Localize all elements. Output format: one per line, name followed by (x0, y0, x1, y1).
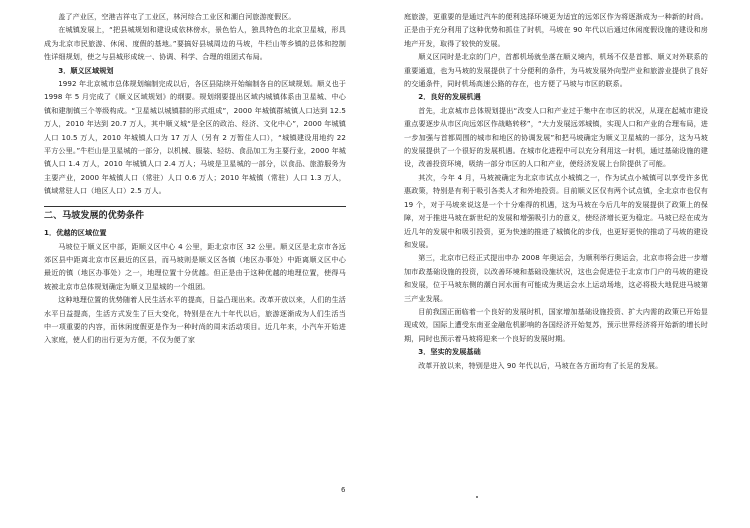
section-heading: 3．坚实的发展基础 (418, 347, 481, 357)
paragraph: 第三，北京市已经正式提出申办 2008 年奥运会，为顺利举行奥运会，北京市将会进一步增加市政基础设施的投资，以改善环境和基础设施状况，这也会促进位于北京市门户的马坡的建设和发展，位于马坡东侧的潮白河水面有可能成为奥运会水上运动场地，这必将极大地促进马坡第三产业发展。 (404, 253, 708, 303)
scan-speck (476, 496, 478, 498)
paragraph: 首先，北京城市总体规划提出“改变人口和产业过于集中在市区的状况，从现在起城市建设重点要逐步从市区向远郊区作战略转移”，“大力发展远郊城镇，实现人口和产业的合理布局，进一步加强与首都周围的城市和地区的协调发展”和把马坡确定为顺义卫星城的一部分，这为马坡的发展提供了一个很好的发展机遇。在城市化进程中可以充分利用这一时机，通过基础设施的建设，改善投资环境，吸纳一部分市区的人口和产业，使经济发展上台阶提供了可能。 (404, 105, 708, 169)
section-heading: 3．顺义区域规划 (58, 65, 114, 75)
chapter-heading: 二、马坡发展的优势条件 (44, 206, 346, 223)
section-heading: 2．良好的发展机遇 (418, 92, 481, 102)
paragraph: 这种地理位置的优势随着人民生活水平的提高，日益凸现出来。改革开放以来，人们的生活水平日益提高，生活方式发生了巨大变化，特别是在九十年代以后，旅游逐渐成为人们生活当中一项重要的内容，而休闲度假更是作为一种时尚的周末活动项目。近几年来，小汽车开始进入家庭，使人们的出行更为方便，不仅为便了家 (44, 295, 346, 345)
paragraph: 1992 年北京城市总体规划编制完成以后，各区县陆续开始编制各自的区域规划。顺义也于 1998 年 5 月完成了《顺义区域规划》的纲要。规划纲要提出区域内城镇体系由卫星城、中心镇和建制镇三个等级构成。“卫星城以城镇群的形式组成”，2000 年城镇群城镇人口达到 12.5 万人，2010 年达到 20.7 万人，其中顺义城“是全区的政治、经济、文化中心”，2000 年城镇人口 10.5 万人，2010 年城镇人口为 17 万人（另有 2 万暂住人口），“城镇建设用地约 22 平方公里。”牛栏山是卫星城的一部分，以机械、服装、轻纺、食品加工为主要行业，2000 年城镇人口 1.4 万人，2010 年城镇人口 2.4 万人；马坡是卫星城的一部分，以食品、旅游服务为主要产业，2000 年城镇人口（常驻）人口 0.6 万人；2010 年城镇（常驻）人口 1.3 万人，镇域常驻人口（地区人口）2.5 万人。 (44, 79, 346, 196)
paragraph: 目前我国正面临着一个良好的发展时机，国家增加基础设施投资、扩大内需的政策已开始显现成效，国际上遭受东南亚金融危机影响的各国经济开始复苏，预示世界经济将开始新的增长时期，同时也预示着马坡将迎来一个良好的发展时期。 (404, 306, 708, 343)
paragraph: 盖了产业区，空港吉祥屯了工业区，林河综合工业区和潮白河旅游度假区。 (58, 12, 296, 21)
section-heading: 1．优越的区域位置 (44, 228, 107, 238)
paragraph: 庭旅游，更重要的是通过汽车的便利选择环境更为适宜的远郊区作为将逐渐成为一种新的时尚。正是由于充分利用了这种优势和抓住了时机，马坡在 90 年代以后通过休闲度假设施的建设和房地产开发，取得了较快的发展。 (404, 12, 708, 48)
left-column (44, 10, 346, 347)
page-number: 6 (341, 486, 346, 494)
right-column (404, 10, 708, 372)
paragraph: 改革开放以来，特别是进入 90 年代以后，马坡在各方面均有了长足的发展。 (418, 360, 663, 370)
paragraph: 顺义区同时是北京的门户，首都机场就坐落在顺义境内，机场不仅是首都、顺义对外联系的重要通道，也为马坡的发展提供了十分便利的条件，为马坡发展外向型产业和旅游业提供了良好的交通条件，同时机场高速公路的存在，也方便了马坡与市区的联系。 (404, 52, 708, 89)
paragraph: 其次，今年 4 月，马坡被确定为北京市试点小城镇之一，作为试点小城镇可以享受许多优惠政策，特别是有利于吸引各类人才和外地投资。目前顺义区仅有两个试点镇，全北京市也仅有 19 个，对于马坡来说这是一个十分难得的机遇，这为马坡在今后几年的发展提供了政策上的保障，对于推进马坡在新世纪的发展和增强吸引力的意义，使经济增长更为稳定。马坡已经在成为近几年的发展中和吸引投资，更为快速的推进了城镇化的步伐，也更好更快的推动了马坡的建设和发展。 (404, 172, 708, 249)
paragraph: 在城镇发展上，“把县城规划和建设成依林傍水，景色怡人，独具特色的北京卫星城，形具成为北京市民旅游、休闲、度假的基地。”要搞好县城周边的马坡，牛栏山等乡镇的总体和控制性详细规划，使之与县城形成统一、协调、科学、合理的组团式布局。 (44, 25, 346, 62)
paragraph: 马坡位于顺义区中部，距顺义区中心 4 公里，距北京市区 32 公里。顺义区是北京市各远郊区县中距离北京市区最近的区县，而马坡则是顺义区各镇（地区办事处）中距离顺义区中心最近的镇（地区办事处）之一，地理位置十分优越。但正是由于这种优越的地理位置，使得马坡被北京市总体规划确定为顺义卫星城的一个组团。 (44, 241, 346, 291)
